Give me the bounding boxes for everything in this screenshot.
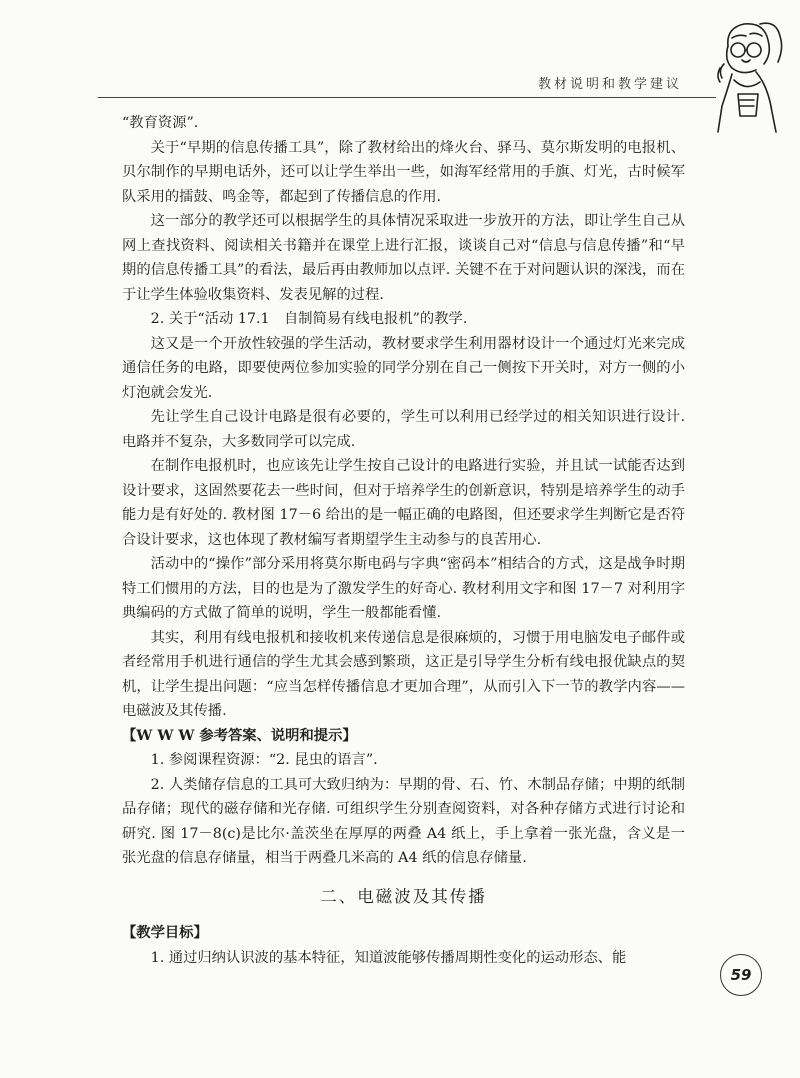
header-title: 教材说明和教学建议 (537, 77, 682, 92)
paragraph: 其实，利用有线电报机和接收机来传递信息是很麻烦的，习惯于用电脑发电子邮件或者经常用手机进行通信的学生尤其会感到繁琐，这正是引导学生分析有线电报优缺点的契机，让学生提出问题：“应当怎样传播信息才更加合理”，从而引入下一节的教学内容——电磁波及其传播. (122, 629, 685, 719)
paragraph: 在制作电报机时，也应该先让学生按自己设计的电路进行实验，并且试一试能否达到设计要求，这固然要花去一些时间，但对于培养学生的创新意识，特别是培养学生的动手能力是有好处的. 教材图 17－6 给出的是一幅正确的电路图，但还要求学生判断它是否符合设计要求，这也体现了教材编写者期望学生主动参与的良苦用心. (122, 458, 685, 548)
page-number: 59 (720, 954, 762, 996)
scholar-figure-icon (698, 16, 788, 134)
paragraph: “教育资源”. (122, 115, 199, 131)
page-body (122, 111, 685, 970)
header-rule (98, 97, 716, 98)
paragraph: 这一部分的教学还可以根据学生的具体情况采取进一步放开的方法，即让学生自己从网上查找资料、阅读相关书籍并在课堂上进行汇报，谈谈自己对“信息与信息传播”和“早期的信息传播工具”的看法，最后再由教师加以点评. 关键不在于对问题认识的深浅，而在于让学生体验收集资料、发表见解的过程. (122, 213, 685, 303)
goal-item: 1. 通过归纳认识波的基本特征，知道波能够传播周期性变化的运动形态、能 (150, 949, 627, 966)
www-item: 1. 参阅课程资源：“2. 昆虫的语言”. (150, 752, 378, 768)
www-item: 2. 人类储存信息的工具可大致归纳为：早期的骨、石、竹、木制品存储；中期的纸制品存储；现代的磁存储和光存储. 可组织学生分别查阅资料，对各种存储方式进行讨论和研究. 图 17－8(c)是比尔·盖茨坐在厚厚的两叠 A4 纸上，手上拿着一张光盘，含义是一张光盘的信息存储量，相当于两叠几米高的 A4 纸的信息存储量. (122, 776, 685, 866)
www-heading: 【W W W 参考答案、说明和提示】 (122, 727, 357, 744)
goals-heading: 【教学目标】 (122, 925, 208, 941)
section-title: 二、电磁波及其传播 (320, 886, 487, 906)
paragraph: 关于“早期的信息传播工具”，除了教材给出的烽火台、驿马、莫尔斯发明的电报机、贝尔制作的早期电话外，还可以让学生举出一些，如海军经常用的手旗、灯光，古时候军队采用的擂鼓、鸣金等，都起到了传播信息的作用. (122, 139, 685, 205)
paragraph: 先让学生自己设计电路是很有必要的，学生可以利用已经学过的相关知识进行设计. 电路并不复杂，大多数同学可以完成. (122, 409, 685, 450)
paragraph: 这又是一个开放性较强的学生活动，教材要求学生利用器材设计一个通过灯光来完成通信任务的电路，即要使两位参加实验的同学分别在自己一侧按下开关时，对方一侧的小灯泡就会发光. (122, 335, 685, 401)
paragraph: 2. 关于“活动 17.1 自制简易有线电报机”的教学. (150, 311, 468, 327)
paragraph: 活动中的“操作”部分采用将莫尔斯电码与字典“密码本”相结合的方式，这是战争时期特工们惯用的方法，目的也是为了激发学生的好奇心. 教材利用文字和图 17－7 对利用字典编码的方式做了简单的说明，学生一般都能看懂. (122, 556, 685, 621)
